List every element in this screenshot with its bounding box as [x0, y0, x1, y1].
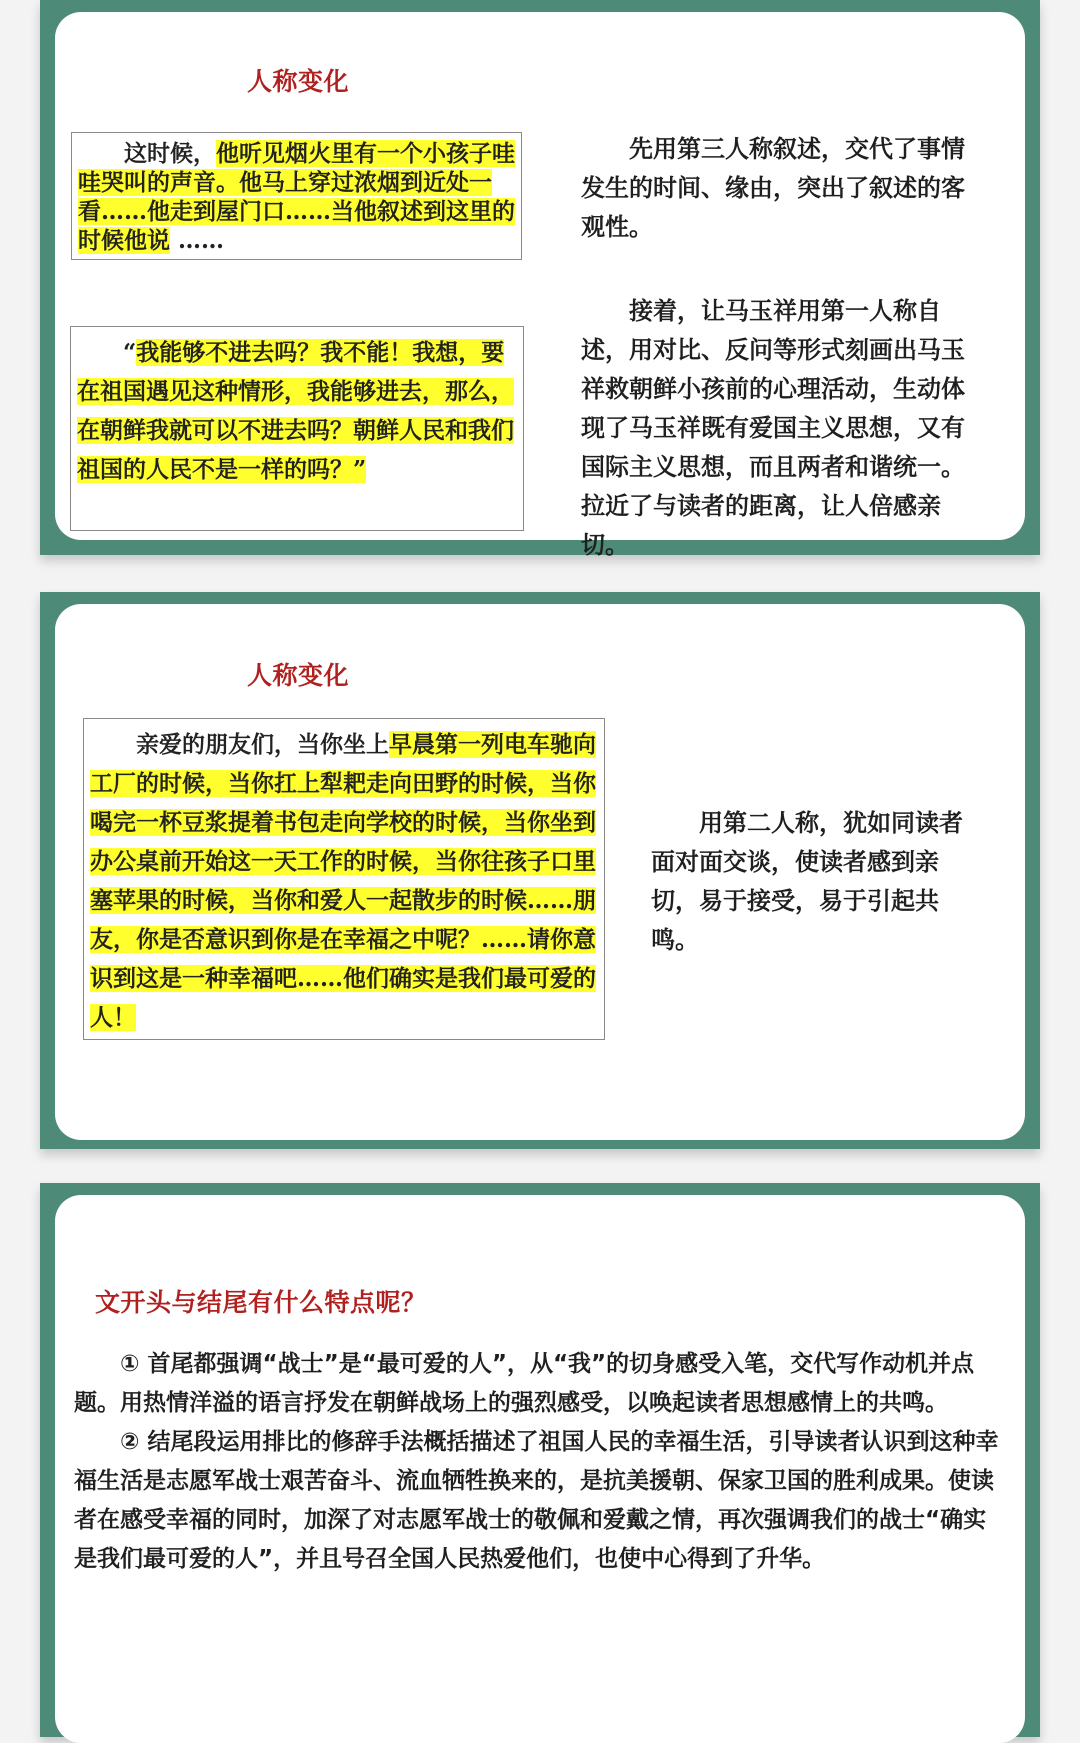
- quote-highlight-text: 我能够不进去吗？我不能！我想，要在祖国遇见这种情形，我能够进去，那么，在朝鲜我就可以不进去吗？朝鲜人民和我们祖国的人民不是一样的吗？”: [77, 339, 514, 483]
- quote-tail-text: ……: [170, 227, 225, 254]
- slide-title: 人称变化: [247, 67, 350, 96]
- monologue-quote-box: [70, 326, 524, 531]
- slide-1-card: [55, 12, 1025, 559]
- slide-3: [40, 1183, 1040, 1737]
- summary-paragraph-2: ② 结尾段运用排比的修辞手法概括描述了祖国人民的幸福生活，引导读者认识到这种幸福生活是志愿军战士艰苦奋斗、流血牺牲换来的，是抗美援朝、保家卫国的胜利成果。使读者在感受幸福的同时，加深了对志愿军战士的敬佩和爱戴之情，再次强调我们的战士“确实是我们最可爱的人”，并且号召全国人民热爱他们，也使中心得到了升华。: [74, 1429, 999, 1572]
- comment-third-person: [581, 130, 981, 247]
- quote-plain-text: 亲爱的朋友们，当你坐上: [136, 731, 389, 758]
- quote-highlight-text: 他听见烟火里有一个小孩子哇哇哭叫的声音。他马上穿过浓烟到近处一看……他走到屋门口……当他叙述到这里的时候他说: [78, 140, 515, 254]
- comment-text: 先用第三人称叙述，交代了事情发生的时间、缘由，突出了叙述的客观性。: [581, 135, 965, 241]
- narration-quote-box: [71, 132, 522, 260]
- quote-highlight-text: 早晨第一列电车驰向工厂的时候，当你扛上犁耙走向田野的时候，当你喝完一杯豆浆提着书包走向学校的时候，当你坐到办公桌前开始这一天工作的时候，当你往孩子口里塞苹果的时候，当你和爱人一起散步的时候……朋友，你是否意识到你是在幸福之中呢？……请你意识到这是一种幸福吧……他们确实是我们最可爱的人！: [90, 731, 596, 1031]
- slide-2-card: [55, 604, 1025, 1140]
- second-person-quote-box: [83, 718, 605, 1040]
- comment-text: 接着，让马玉祥用第一人称自述，用对比、反问等形式刻画出马玉祥救朝鲜小孩前的心理活动，生动体现了马玉祥既有爱国主义思想，又有国际主义思想，而且两者和谐统一。拉近了与读者的距离，让人倍感亲切。: [581, 297, 965, 559]
- slide-1: [40, 0, 1040, 559]
- quote-plain-text: 这时候，: [124, 140, 216, 167]
- slide-3-card: [55, 1195, 1025, 1743]
- comment-text: 用第二人称，犹如同读者面对面交谈，使读者感到亲切，易于接受，易于引起共鸣。: [651, 809, 963, 954]
- comment-second-person: [651, 804, 981, 960]
- quote-open-mark: “: [123, 339, 137, 366]
- slide-title: 人称变化: [247, 661, 350, 690]
- summary-paragraph-1: ① 首尾都强调“战士”是“最可爱的人”，从“我”的切身感受入笔，交代写作动机并点题。用热情洋溢的语言抒发在朝鲜战场上的强烈感受，以唤起读者思想感情上的共鸣。: [74, 1351, 975, 1416]
- slide-2: [40, 592, 1040, 1149]
- comment-first-person: [581, 292, 981, 565]
- summary-text: [74, 1345, 1004, 1579]
- slide-title: 文开头与结尾有什么特点呢？: [95, 1288, 427, 1317]
